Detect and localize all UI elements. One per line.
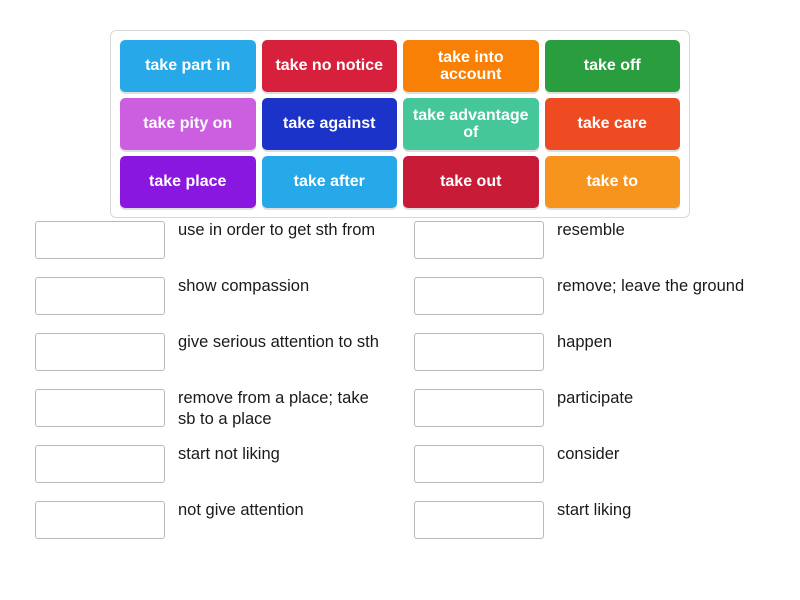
definition-label: remove from a place; take sb to a place: [178, 389, 369, 429]
draggable-tile[interactable]: take care: [545, 98, 681, 150]
definition-label: happen: [557, 333, 613, 351]
definition-label: give serious attention to sth: [178, 333, 379, 351]
answer-row: [400, 218, 800, 274]
answer-row: [0, 498, 400, 554]
drop-slot[interactable]: [35, 221, 165, 259]
draggable-tile[interactable]: take to: [545, 156, 681, 208]
drop-slot[interactable]: [35, 445, 165, 483]
definition-label: remove; leave the ground: [557, 277, 745, 295]
draggable-tile[interactable]: take out: [403, 156, 539, 208]
draggable-tile[interactable]: take no notice: [262, 40, 398, 92]
answer-row: [400, 330, 800, 386]
answer-row: [400, 386, 800, 442]
definition-label: consider: [557, 445, 620, 463]
answer-row: [400, 498, 800, 554]
definition-label: show compassion: [178, 277, 310, 295]
answer-row: [0, 218, 400, 274]
tile-bank: [110, 30, 690, 218]
draggable-tile[interactable]: take pity on: [120, 98, 256, 150]
definition-label: resemble: [557, 221, 625, 239]
definition-label: not give attention: [178, 501, 304, 519]
draggable-tile[interactable]: take into account: [403, 40, 539, 92]
draggable-tile[interactable]: take part in: [120, 40, 256, 92]
answer-area: [0, 218, 800, 554]
drop-slot[interactable]: [414, 389, 544, 427]
definition-label: start not liking: [178, 445, 280, 463]
draggable-tile[interactable]: take off: [545, 40, 681, 92]
answer-row: [0, 274, 400, 330]
answer-column-left: [0, 218, 400, 554]
draggable-tile[interactable]: take place: [120, 156, 256, 208]
draggable-tile[interactable]: take advantage of: [403, 98, 539, 150]
answer-row: [0, 330, 400, 386]
draggable-tile[interactable]: take against: [262, 98, 398, 150]
drop-slot[interactable]: [414, 501, 544, 539]
drop-slot[interactable]: [35, 501, 165, 539]
drop-slot[interactable]: [35, 389, 165, 427]
tile-grid: [120, 40, 680, 208]
drop-slot[interactable]: [35, 277, 165, 315]
definition-label: participate: [557, 389, 634, 407]
drop-slot[interactable]: [35, 333, 165, 371]
definition-label: start liking: [557, 501, 632, 519]
answer-row: [400, 274, 800, 330]
draggable-tile[interactable]: take after: [262, 156, 398, 208]
drop-slot[interactable]: [414, 221, 544, 259]
answer-column-right: [400, 218, 800, 554]
answer-row: [400, 442, 800, 498]
drop-slot[interactable]: [414, 333, 544, 371]
definition-label: use in order to get sth from: [178, 221, 376, 239]
answer-row: [0, 386, 400, 442]
drop-slot[interactable]: [414, 445, 544, 483]
drop-slot[interactable]: [414, 277, 544, 315]
answer-row: [0, 442, 400, 498]
